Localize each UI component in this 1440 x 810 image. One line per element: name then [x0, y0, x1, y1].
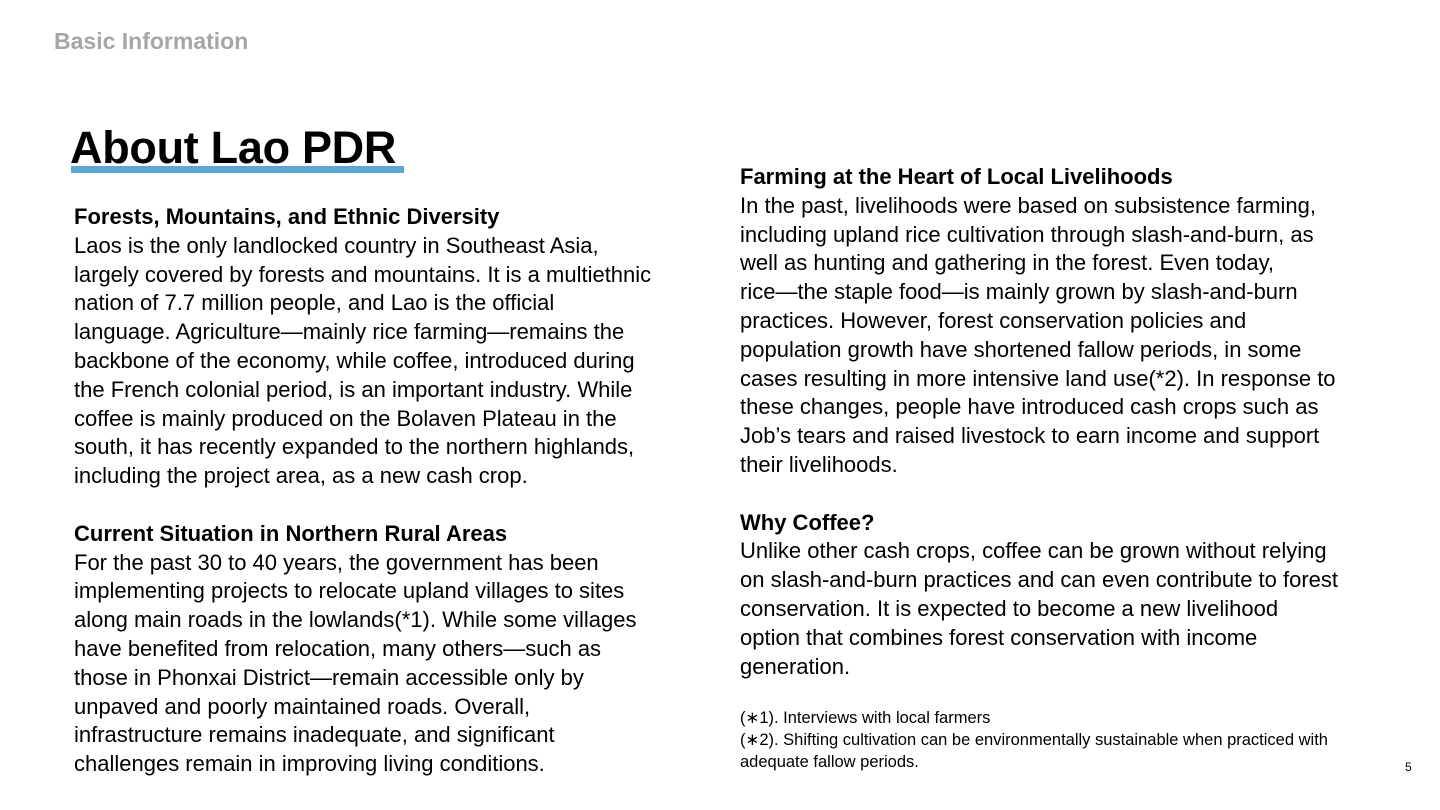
paragraph-line: along main roads in the lowlands(*1). While some villages: [74, 607, 637, 633]
paragraph-line: Job’s tears and raised livestock to earn income and support: [740, 423, 1320, 449]
paragraph-line: language. Agriculture—mainly rice farming—remains the: [74, 319, 625, 345]
spacer: [74, 491, 714, 520]
paragraph-line: rice—the staple food—is mainly grown by slash-and-burn: [740, 279, 1298, 305]
paragraph-line: these changes, people have introduced cash crops such as: [740, 394, 1319, 420]
paragraph-line: nation of 7.7 million people, and Lao is the official: [74, 290, 555, 316]
left-column: [74, 203, 714, 779]
paragraph-line: generation.: [740, 653, 851, 679]
paragraph-line: infrastructure remains inadequate, and significant: [74, 722, 555, 748]
footnote-2-continued: adequate fallow periods.: [740, 753, 919, 771]
footnote-1: (∗1). Interviews with local farmers: [740, 709, 991, 727]
paragraph-line: Laos is the only landlocked country in Southeast Asia,: [74, 232, 599, 258]
paragraph-line: south, it has recently expanded to the northern highlands,: [74, 434, 635, 460]
section-heading-farming: Farming at the Heart of Local Livelihoods: [740, 164, 1173, 189]
footnotes: [740, 707, 1380, 773]
paragraph-line: unpaved and poorly maintained roads. Overall,: [74, 693, 531, 719]
paragraph-line: Unlike other cash crops, coffee can be grown without relying: [740, 538, 1327, 564]
paragraph-line: conservation. It is expected to become a new livelihood: [740, 595, 1279, 621]
paragraph-line: In the past, livelihoods were based on subsistence farming,: [740, 192, 1316, 218]
spacer: [740, 480, 1400, 509]
section-heading-forests: Forests, Mountains, and Ethnic Diversity: [74, 204, 500, 229]
paragraph-line: challenges remain in improving living conditions.: [74, 751, 545, 777]
section-heading-why-coffee: Why Coffee?: [740, 509, 875, 535]
paragraph-line: cases resulting in more intensive land use(*2). In response to: [740, 365, 1336, 391]
footnote-2: (∗2). Shifting cultivation can be environmentally sustainable when practiced with: [740, 731, 1328, 749]
paragraph-line: including the project area, as a new cash crop.: [74, 463, 528, 489]
paragraph-line: practices. However, forest conservation policies and: [740, 307, 1247, 333]
paragraph-line: coffee is mainly produced on the Bolaven Plateau in the: [74, 405, 617, 431]
paragraph-line: including upland rice cultivation through slash-and-burn, as: [740, 221, 1314, 247]
paragraph-line: have benefited from relocation, many others—such as: [74, 635, 602, 661]
paragraph-line: backbone of the economy, while coffee, introduced during: [74, 347, 635, 373]
paragraph-line: implementing projects to relocate upland villages to sites: [74, 578, 625, 604]
paragraph-line: option that combines forest conservation with income: [740, 624, 1258, 650]
section-label: Basic Information: [54, 28, 249, 54]
paragraph-line: those in Phonxai District—remain accessible only by: [74, 664, 584, 690]
paragraph-line: population growth have shortened fallow periods, in some: [740, 336, 1302, 362]
title-block: [70, 122, 396, 174]
paragraph-line: the French colonial period, is an important industry. While: [74, 376, 633, 402]
section-heading-current-situation: Current Situation in Northern Rural Areas: [74, 520, 508, 546]
page-title: About Lao PDR: [70, 122, 397, 173]
page-number: 5: [1405, 760, 1412, 774]
paragraph-line: For the past 30 to 40 years, the government has been: [74, 549, 599, 575]
right-column: [740, 163, 1400, 681]
paragraph-line: well as hunting and gathering in the forest. Even today,: [740, 250, 1275, 276]
paragraph-line: largely covered by forests and mountains. It is a multiethnic: [74, 261, 652, 287]
paragraph-line: their livelihoods.: [740, 451, 898, 477]
paragraph-line: on slash-and-burn practices and can even contribute to forest: [740, 567, 1339, 593]
